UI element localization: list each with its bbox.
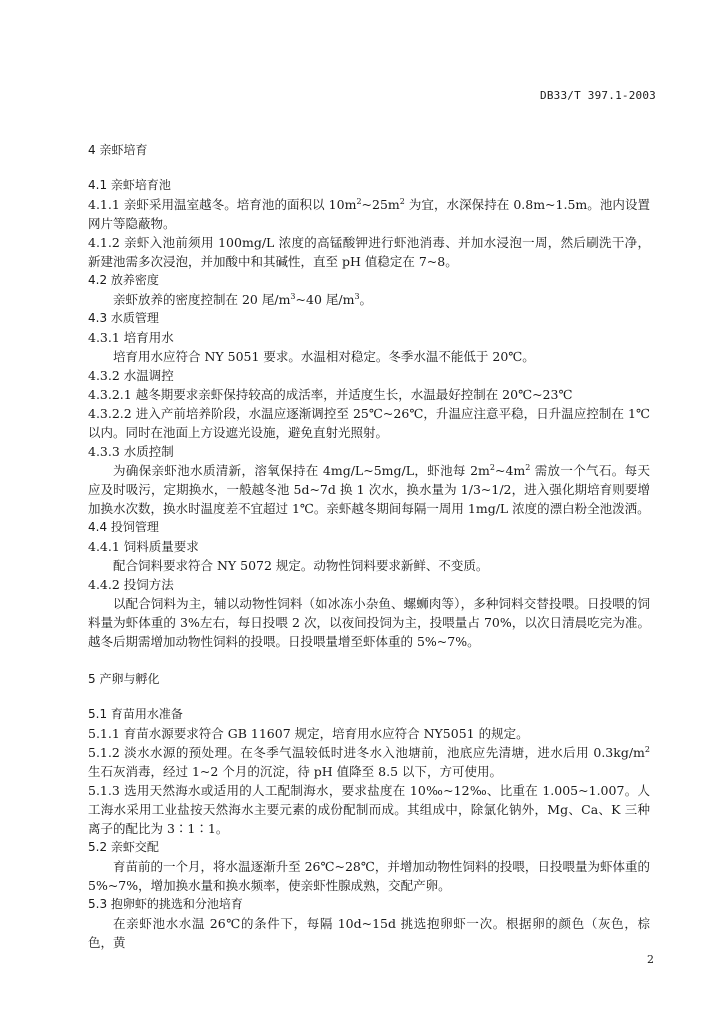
section-4-3-3-heading: 4.3.3 水质控制 [88,444,174,459]
section-5-heading: 5 产卵与孵化 [88,672,160,686]
section-4-3-2-heading: 4.3.2 水温调控 [88,368,174,383]
paragraph-5-1-2: 5.1.2 淡水水源的预处理。在冬季气温较低时进冬水入池塘前，池底应先清塘，进水后用 $0.3kg/m^2$ 生石灰消毒，经过 1~2 个月的沉淀，待 pH 值降至 8.5 以下，方可使用。 [88,744,650,779]
paragraph-4-2: 亲虾放养的密度控制在 20 尾$/m^3\sim 40$ 尾$/m^3$。 [113,291,373,307]
section-4-2-heading: 4.2 放养密度 [88,273,159,287]
section-4-4-1-heading: 4.4.1 饲料质量要求 [88,539,199,554]
document-code: DB33/T 397.1-2003 [540,89,656,102]
section-5-3-heading: 5.3 抱卵虾的挑选和分池培育 [88,897,243,911]
section-spacer [88,651,650,670]
section-4-heading: 4 亲虾培育 [88,143,148,157]
section-5-2-heading: 5.2 亲虾交配 [88,840,159,854]
paragraph-4-3-1: 培育用水应符合 NY 5051 要求。水温相对稳定。冬季水温不能低于 20℃。 [113,349,535,364]
section-4-1-heading: 4.1 亲虾培育池 [88,178,171,192]
paragraph-4-4-2: 以配合饲料为主，辅以动物性饲料（如冰冻小杂鱼、螺蛳肉等），多种饲料交替投喂。日投喂的饲料量为虾体重的 3%左右，每日投喂 2 次，以夜间投饲为主，投喂量占 70%，以次日清晨吃完为准。越冬后期需增加动物性饲料的投喂。日投喂量增至虾体重的 5%~7%。 [88,596,650,649]
page-number: 2 [647,953,654,966]
paragraph-4-3-2-1: 4.3.2.1 越冬期要求亲虾保持较高的成活率，并适度生长，水温最好控制在 20℃~23℃ [88,387,573,402]
section-4-4-heading: 4.4 投饲管理 [88,520,159,534]
paragraph-4-3-2-2: 4.3.2.2 进入产前培养阶段，水温应逐渐调控至 25℃~26℃，升温应注意平稳，日升温应控制在 1℃以内。同时在池面上方设遮光设施，避免直射光照射。 [88,406,650,440]
section-4-3-heading: 4.3 水质管理 [88,311,159,325]
paragraph-5-1-1: 5.1.1 育苗水源要求符合 GB 11607 规定，培育用水应符合 NY5051 的规定。 [88,726,529,741]
paragraph-4-4-1: 配合饲料要求符合 NY 5072 规定。动物性饲料要求新鲜、不变质。 [113,558,489,573]
section-4-4-2-heading: 4.4.2 投饲方法 [88,577,174,592]
section-5-1-heading: 5.1 育苗用水准备 [88,707,183,721]
section-4-3-1-heading: 4.3.1 培育用水 [88,330,174,345]
paragraph-5-2: 育苗前的一个月，将水温逐渐升至 26℃~28℃，并增加动物性饲料的投喂，日投喂量为虾体重的 5%~7%，增加换水量和换水频率，使亲虾性腺成熟，交配产卵。 [88,859,650,893]
paragraph-5-3: 在亲虾池水水温 26℃的条件下，每隔 10d~15d 挑选抱卵虾一次。根据卵的颜色（灰色，棕色，黄 [88,916,650,950]
paragraph-4-1-2: 4.1.2 亲虾入池前须用 100mg/L 浓度的高锰酸钾进行虾池消毒、并加水浸泡一周，然后刷洗干净，新建池需多次浸泡，并加酸中和其碱性，直至 pH 值稳定在 7~8。 [88,235,650,269]
paragraph-5-1-3: 5.1.3 选用天然海水或适用的人工配制海水，要求盐度在 10‰~12‰、比重在 1.005~1.007。人工海水采用工业盐按天然海水主要元素的成份配制而成。其组成中，除氯化钠外，Mg、Ca、K 三种离子的配比为 3∶1∶1。 [88,783,650,836]
paragraph-4-3-3: 为确保亲虾池水质清新，溶氧保持在 4mg/L~5mg/L，虾池每 $2m^2\sim 4m^2$ 需放一个气石。每天应及时吸污，定期换水，一般越冬池 5d~7d 换 1 次水，换水量为 1/3~1/2，进入强化期培育则要增加换水次数，换水时温度差不宜超过 1℃。亲虾越冬期间每隔一周用 1mg/L 浓度的漂白粉全池泼洒。 [88,462,650,516]
paragraph-4-1-1: 4.1.1 亲虾采用温室越冬。培育池的面积以 $10m^2\sim 25m^2$ 为宜，水深保持在 0.8m~1.5m。池内设置网片等隐蔽物。 [88,196,651,231]
document-body [88,141,650,952]
